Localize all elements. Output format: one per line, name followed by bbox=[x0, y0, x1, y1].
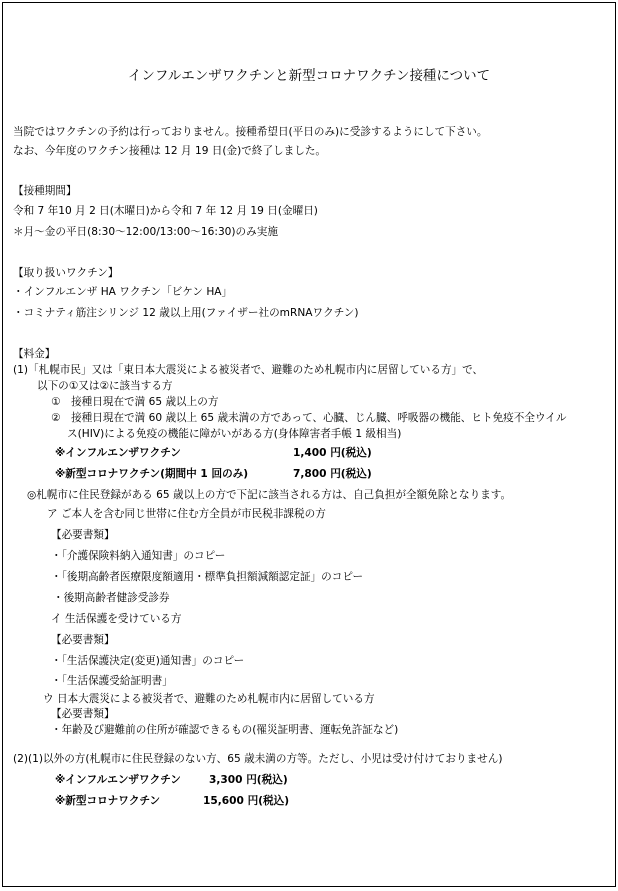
document-page bbox=[2, 2, 616, 887]
fees-section2-line: (2)(1)以外の方(札幌市に住民登録のない方、65 歳未満の方等。ただし、小児は受け付けておりません) bbox=[13, 753, 503, 765]
period-heading: 【接種期間】 bbox=[13, 185, 77, 197]
price-value-flu-1: 1,400 円(税込) bbox=[293, 447, 372, 459]
intro-line-2: なお、今年度のワクチン接種は 12 月 19 日(金)で終了しました。 bbox=[13, 145, 327, 157]
price-name-flu-1: ※インフルエンザワクチン bbox=[55, 447, 181, 459]
price-value-covid-2: 15,600 円(税込) bbox=[203, 795, 290, 807]
exemption-a-label: ア ご本人を含む同じ世帯に住む方全員が市民税非課税の方 bbox=[47, 508, 326, 520]
exemption-a-doc-2: ・「後期高齢者医療限度額適用・標準負担額減額認定証」のコピー bbox=[51, 571, 364, 583]
period-line-1: 令和 7 年10 月 2 日(木曜日)から令和 7 年 12 月 19 日(金曜日) bbox=[13, 205, 318, 217]
price-value-flu-2: 3,300 円(税込) bbox=[209, 774, 288, 786]
fees-section1-line-2: 以下の①又は②に該当する方 bbox=[37, 380, 173, 392]
price-value-covid-1: 7,800 円(税込) bbox=[293, 468, 372, 480]
exemption-u-label: ウ 日本大震災による被災者で、避難のため札幌市内に居留している方 bbox=[43, 693, 375, 705]
intro-line-1: 当院ではワクチンの予約は行っておりません。接種希望日(平日のみ)に受診するようにして下さい。 bbox=[13, 126, 488, 138]
exemption-u-docs-heading: 【必要書類】 bbox=[51, 708, 115, 720]
price-name-covid-2: ※新型コロナワクチン bbox=[55, 795, 161, 807]
period-line-2: ＊月～金の平日(8:30～12:00/13:00～16:30)のみ実施 bbox=[13, 226, 278, 238]
exemption-i-doc-1: ・「生活保護決定(変更)通知書」のコピー bbox=[51, 655, 245, 667]
fees-condition-2b: ス(HIV)による免疫の機能に障がいがある方(身体障害者手帳 1 級相当) bbox=[67, 428, 402, 440]
exemption-i-label: イ 生活保護を受けている方 bbox=[51, 613, 182, 625]
exemption-i-doc-2: ・「生活保護受給証明書」 bbox=[51, 675, 173, 687]
exemption-a-doc-1: ・「介護保険料納入通知書」のコピー bbox=[51, 550, 226, 562]
exemption-a-docs-heading: 【必要書類】 bbox=[51, 529, 115, 541]
vaccines-heading: 【取り扱いワクチン】 bbox=[13, 267, 119, 279]
exemption-intro: ◎札幌市に住民登録がある 65 歳以上の方で下記に該当される方は、自己負担が全額免除となります。 bbox=[27, 489, 512, 501]
price-name-covid-1: ※新型コロナワクチン(期間中 1 回のみ) bbox=[55, 468, 249, 480]
exemption-i-docs-heading: 【必要書類】 bbox=[51, 634, 115, 646]
exemption-u-doc-1: ・年齢及び避難前の住所が確認できるもの(罹災証明書、運転免許証など) bbox=[51, 724, 399, 736]
exemption-a-doc-3: ・後期高齢者健診受診券 bbox=[53, 592, 170, 604]
vaccine-item-1: ・インフルエンザ HA ワクチン「ビケン HA」 bbox=[13, 286, 233, 298]
fees-section1-line-1: (1)「札幌市民」又は「東日本大震災による被災者で、避難のため札幌市内に居留している方」で、 bbox=[13, 364, 484, 376]
vaccine-item-2: ・コミナティ筋注シリンジ 12 歳以上用(ファイザー社のmRNAワクチン) bbox=[13, 307, 359, 319]
price-name-flu-2: ※インフルエンザワクチン bbox=[55, 774, 181, 786]
document-title: インフルエンザワクチンと新型コロナワクチン接種について bbox=[127, 68, 491, 84]
fees-condition-1: ① 接種日現在で満 65 歳以上の方 bbox=[51, 396, 219, 408]
fees-condition-2a: ② 接種日現在で満 60 歳以上 65 歳未満の方であって、心臓、じん臓、呼吸器の機能、ヒト免疫不全ウイル bbox=[51, 412, 567, 424]
fees-heading: 【料金】 bbox=[13, 348, 56, 360]
